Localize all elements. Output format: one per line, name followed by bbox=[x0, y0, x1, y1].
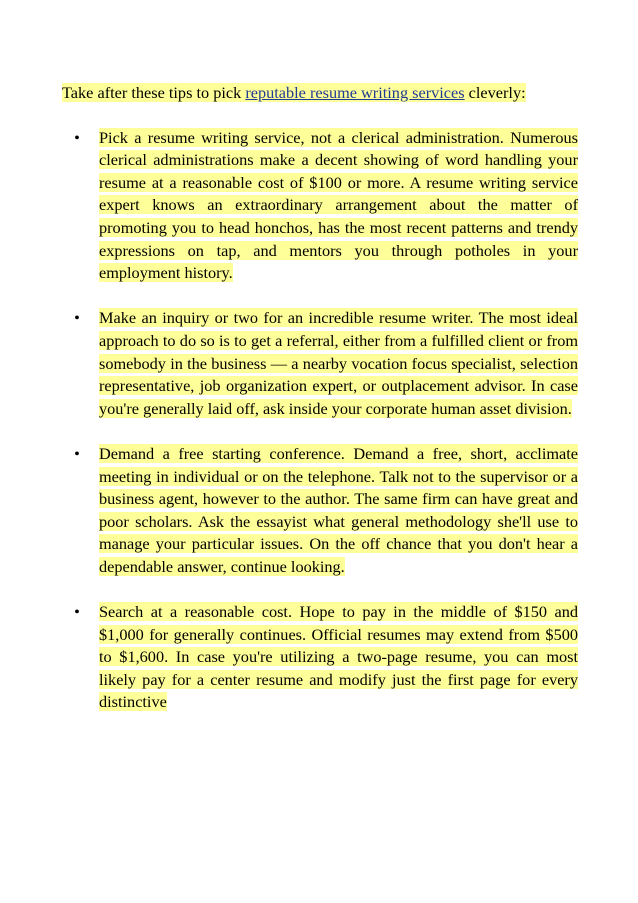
tip-text: Pick a resume writing service, not a clerical administration. Numerous clerical administrations make a decent showing of word handling your resume at a reasonable cost of $100 or more. A resume writing service expert knows an extraordinary arrangement about the matter of promoting you to head honchos, has the most recent patterns and trendy expressions on tap, and mentors you through potholes in your employment history. bbox=[99, 127, 578, 283]
document-page bbox=[62, 82, 578, 737]
intro-tail: cleverly: bbox=[464, 83, 526, 102]
list-item bbox=[62, 127, 578, 285]
reputable-resume-link[interactable]: reputable resume writing services bbox=[245, 83, 465, 102]
tip-text: Demand a free starting conference. Demand a free, short, acclimate meeting in individual or on the telephone. Talk not to the supervisor or a business agent, however to the author. The same firm can have great and poor scholars. Ask the essayist what general methodology she'll use to manage your particular issues. On the off chance that you don't hear a dependable answer, continue looking. bbox=[99, 443, 578, 576]
list-item bbox=[62, 601, 578, 714]
list-item bbox=[62, 443, 578, 579]
bullet-icon: • bbox=[74, 443, 80, 463]
tips-list bbox=[62, 127, 578, 714]
list-item bbox=[62, 307, 578, 420]
intro-paragraph bbox=[62, 82, 578, 105]
bullet-icon: • bbox=[74, 602, 80, 622]
bullet-icon: • bbox=[74, 308, 80, 328]
bullet-icon: • bbox=[74, 127, 80, 147]
intro-lead: Take after these tips to pick bbox=[62, 83, 246, 102]
tip-text: Search at a reasonable cost. Hope to pay in the middle of $150 and $1,000 for generally continues. Official resumes may extend from $500 to $1,600. In case you're utilizing a two-page resume, you can most likely pay for a center resume and modify just the first page for every distinctive bbox=[99, 602, 578, 712]
tip-text: Make an inquiry or two for an incredible resume writer. The most ideal approach to do so is to get a referral, either from a fulfilled client or from somebody in the business — a nearby vocation focus specialist, selection representative, job organization expert, or outplacement advisor. In case you're generally laid off, ask inside your corporate human asset division. bbox=[99, 308, 578, 418]
